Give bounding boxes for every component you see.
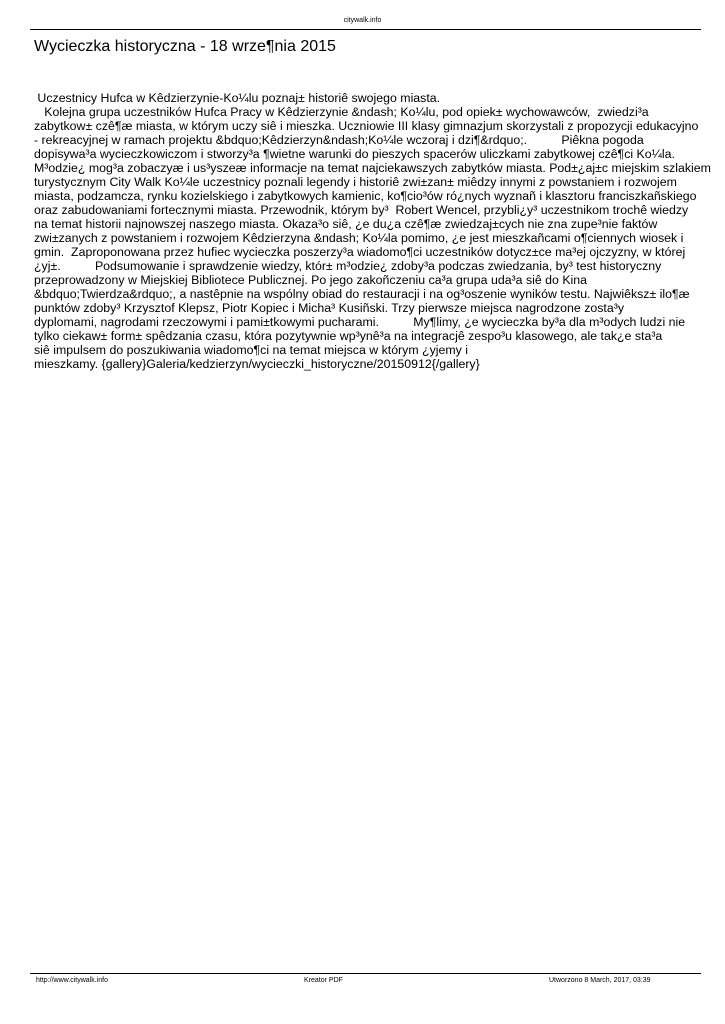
article-line: siê impulsem do poszukiwania wiadomo¶ci na temat miejsca w którym ¿yjemy i [34,343,469,357]
article-line: na temat historii najnowszej naszego miasta. Okaza³o siê, ¿e du¿a czê¶æ zwiedzaj±cych nie zna zupe³nie faktów [34,217,658,231]
page-title: Wycieczka historyczna - 18 wrze¶nia 2015 [34,38,336,55]
footer-generator: Kreator PDF [304,977,343,984]
article-line: tylko ciekaw± form± spêdzania czasu, która pozytywnie wp³ynê³a na integracjê zespo³u klasowego, ale tak¿e sta³a [34,329,663,343]
article-line: dopisywa³a wycieczkowiczom i stworzy³a ¶wietne warunki do pieszych spacerów uliczkami zabytkowej czê¶ci Ko¼la. [34,147,675,161]
article-line: Uczestnicy Hufca w Kêdzierzynie-Ko¼lu poznaj± historiê swojego miasta. [34,91,441,105]
article-line: Kolejna grupa uczestników Hufca Pracy w Kêdzierzynie &ndash; Ko¼lu, pod opiek± wychowawców, zwiedzi³a [34,105,649,119]
footer-divider [30,973,701,974]
footer-url: http://www.citywalk.info [36,977,108,984]
footer-created-date: Utworzono 8 March, 2017, 03:39 [549,977,651,984]
article-line: dyplomami, nagrodami rzeczowymi i pami±tkowymi pucharami. My¶limy, ¿e wycieczka by³a dla m³odych ludzi nie [34,315,686,329]
article-line: mieszkamy. {gallery}Galeria/kedzierzyn/wycieczki_historyczne/20150912{/gallery} [34,357,480,371]
article-line: zwi±zanych z powstaniem i rozwojem Kêdzierzyna &ndash; Ko¼la pomimo, ¿e jest mieszkañcami o¶ciennych wiosek i [34,231,684,245]
site-header: citywalk.info [343,17,382,24]
article-line: miasta, podzamcza, rynku kozielskiego i zabytkowych kamienic, ko¶cio³ów ró¿nych wyznañ i klasztoru franciszkañskiego [34,189,697,203]
article-line: gmin. Zaproponowana przez hufiec wycieczka poszerzy³a wiadomo¶ci uczestników dotycz±ce ma³ej ojczyzny, w której [34,245,686,259]
article-line: zabytkow± czê¶æ miasta, w którym uczy siê i mieszka. Uczniowie III klasy gimnazjum skorzystali z propozycji edukacyjno [34,119,699,133]
article-line: turystycznym City Walk Ko¼le uczestnicy poznali legendy i historiê zwi±zan± miêdzy innymi z powstaniem i rozwojem [34,175,677,189]
article-line: oraz zabudowaniami fortecznymi miasta. Przewodnik, którym by³ Robert Wencel, przybli¿y³ uczestnikom trochê wiedzy [34,203,689,217]
header-divider [30,29,701,30]
article-line: &bdquo;Twierdza&rdquo;, a nastêpnie na wspólny obiad do restauracji i na og³oszenie wyników testu. Najwiêksz± ilo¶æ [34,287,690,301]
article-line: M³odzie¿ mog³a zobaczyæ i us³yszeæ informacje na temat najciekawszych zabytków miasta. Pod±¿aj±c miejskim szlakiem [34,161,711,175]
article-line: punktów zdoby³ Krzysztof Klepsz, Piotr Kopiec i Micha³ Kusiñski. Trzy pierwsze miejsca nagrodzone zosta³y [34,301,624,315]
article-line: przeprowadzony w Miejskiej Bibliotece Publicznej. Po jego zakoñczeniu ca³a grupa uda³a siê do Kina [34,273,588,287]
article-line: ¿yj±. Podsumowanie i sprawdzenie wiedzy, któr± m³odzie¿ zdoby³a podczas zwiedzania, by³ test historyczny [34,259,662,273]
article-body [34,91,711,371]
article-line: - rekreacyjnej w ramach projektu &bdquo;Kêdzierzyn&ndash;Ko¼le wczoraj i dzi¶&rdquo;. Piêkna pogoda [34,133,644,147]
